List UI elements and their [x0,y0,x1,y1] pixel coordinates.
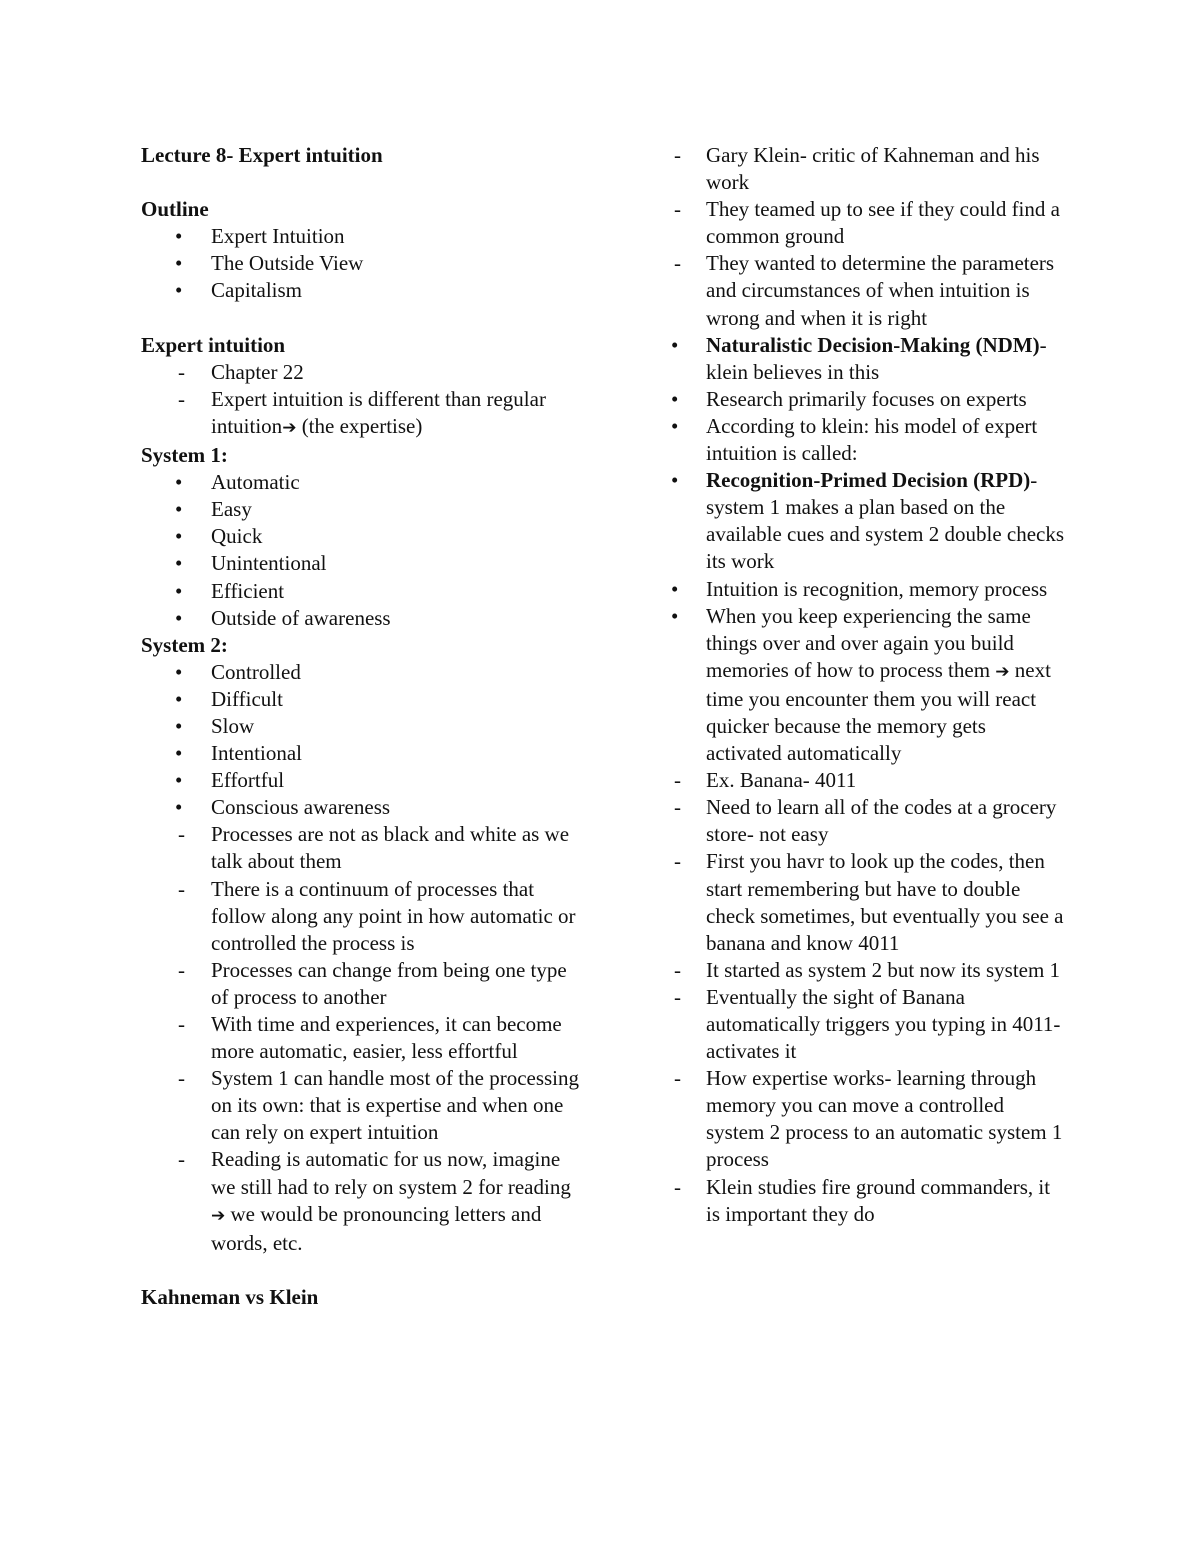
right-column [671,142,1066,1228]
dash-marker: - [178,386,185,411]
bullet-marker: • [175,278,183,303]
bullet-marker: • [671,603,679,628]
dash-marker: - [674,984,681,1009]
list-item: • Recognition-Primed Decision (RPD)- system 1 makes a plan based on the available cues and system 2 double checks its work [671,468,1065,574]
bullet-marker: • [175,741,183,766]
bullet-marker: • [175,224,183,249]
list-item: - System 1 can handle most of the processing on its own: that is expertise and when one can rely on expert intuition [178,1066,580,1145]
list-item: • Automatic [141,469,581,496]
list-item: - Need to learn all of the codes at a grocery store- not easy [674,795,1057,847]
arrow-icon: ➔ [995,661,1010,682]
list-item: • The Outside View [141,250,581,277]
list-item: • Slow [141,713,581,740]
right-list [671,142,1066,1228]
bullet-marker: • [175,578,183,603]
bullet-marker: • [671,468,679,493]
bullet-marker: • [671,413,679,438]
dash-marker: - [674,251,681,276]
system1-heading: System 1: [141,443,228,468]
list-item: • Naturalistic Decision-Making (NDM)- klein believes in this [671,332,1047,384]
list-item: • Intentional [141,740,581,767]
list-item: - Gary Klein- critic of Kahneman and his work [674,143,1040,195]
outline-list [141,223,581,304]
bullet-marker: • [175,497,183,522]
dash-marker: - [178,957,185,982]
dash-marker: - [178,1066,185,1091]
dash-marker: - [178,876,185,901]
list-item: - It started as system 2 but now its system 1 [671,957,1066,984]
bullet-marker: • [175,686,183,711]
list-item: - They wanted to determine the parameters and circumstances of when intuition is wrong and when it is right [674,251,1055,330]
list-item: • Conscious awareness [141,794,581,821]
bullet-marker: • [175,659,183,684]
list-item: - They teamed up to see if they could find a common ground [674,197,1060,249]
arrow-icon: ➔ [211,1205,226,1226]
list-item: - Chapter 22 [141,359,581,386]
dash-marker: - [178,1147,185,1172]
system1-list [141,469,581,632]
outline-heading: Outline [141,197,209,222]
list-item: - How expertise works- learning through memory you can move a controlled system 2 process to an automatic system 1 process [674,1066,1063,1172]
list-item: • Unintentional [141,550,581,577]
bullet-marker: • [175,768,183,793]
expert-intuition-list [141,359,581,442]
list-item: • Effortful [141,767,581,794]
dash-marker: - [674,1066,681,1091]
system2-list [141,659,581,1257]
bullet-marker: • [175,251,183,276]
list-item: • When you keep experiencing the same things over and over again you build memories of how to process them ➔ next time you encounter them you will react quicker because the memory gets activated automatically [671,603,1051,766]
dash-marker: - [178,822,185,847]
list-item: - Reading is automatic for us now, imagine we still had to rely on system 2 for reading ➔ we would be pronouncing letters and words, etc. [178,1147,571,1255]
list-item: - Expert intuition is different than regular intuition➔ (the expertise) [178,386,546,438]
list-item: • Easy [141,496,581,523]
list-item: • Capitalism [141,277,581,304]
bullet-marker: • [671,332,679,357]
dash-marker: - [674,143,681,167]
list-item: • Difficult [141,686,581,713]
list-item: - With time and experiences, it can become more automatic, easier, less effortful [178,1012,562,1064]
list-item: - Eventually the sight of Banana automatically triggers you typing in 4011- activates it [674,984,1061,1064]
kahneman-klein-heading: Kahneman vs Klein [141,1284,319,1309]
system2-heading: System 2: [141,632,228,657]
bullet-marker: • [175,605,183,630]
list-item: • Efficient [141,578,581,605]
list-item: • Controlled [141,659,581,686]
list-item: • Quick [141,523,581,550]
arrow-icon: ➔ [282,417,297,438]
left-column [141,142,581,1311]
list-item: - First you havr to look up the codes, then start remembering but have to double check sometimes, but eventually you see a banana and know 4011 [674,849,1064,955]
bullet-marker: • [671,386,679,411]
list-item: • Intuition is recognition, memory process [671,576,1066,603]
bullet-marker: • [671,576,679,601]
list-item: • Research primarily focuses on experts [671,386,1066,413]
list-item: • According to klein: his model of expert intuition is called: [671,413,1038,466]
list-item: • Expert Intuition [141,223,581,250]
dash-marker: - [674,957,681,982]
bullet-marker: • [175,713,183,738]
list-item: • Outside of awareness [141,605,581,632]
document-title: Lecture 8- Expert intuition [141,143,383,167]
bullet-marker: • [175,795,183,820]
bullet-marker: • [175,524,183,549]
bullet-marker: • [175,551,183,576]
dash-marker: - [178,1012,185,1036]
dash-marker: - [674,1174,681,1199]
dash-marker: - [674,197,681,222]
dash-marker: - [674,768,681,793]
list-item: - There is a continuum of processes that follow along any point in how automatic or controlled the process is [178,876,576,955]
list-item: - Ex. Banana- 4011 [671,767,1066,794]
list-item: - Processes can change from being one type of process to another [178,957,567,1009]
list-item: - Processes are not as black and white as we talk about them [178,822,570,874]
dash-marker: - [674,795,681,820]
dash-marker: - [674,849,681,874]
bullet-marker: • [175,470,183,495]
expert-intuition-heading: Expert intuition [141,332,286,357]
dash-marker: - [178,359,185,384]
list-item: - Klein studies fire ground commanders, it is important they do [674,1174,1051,1226]
